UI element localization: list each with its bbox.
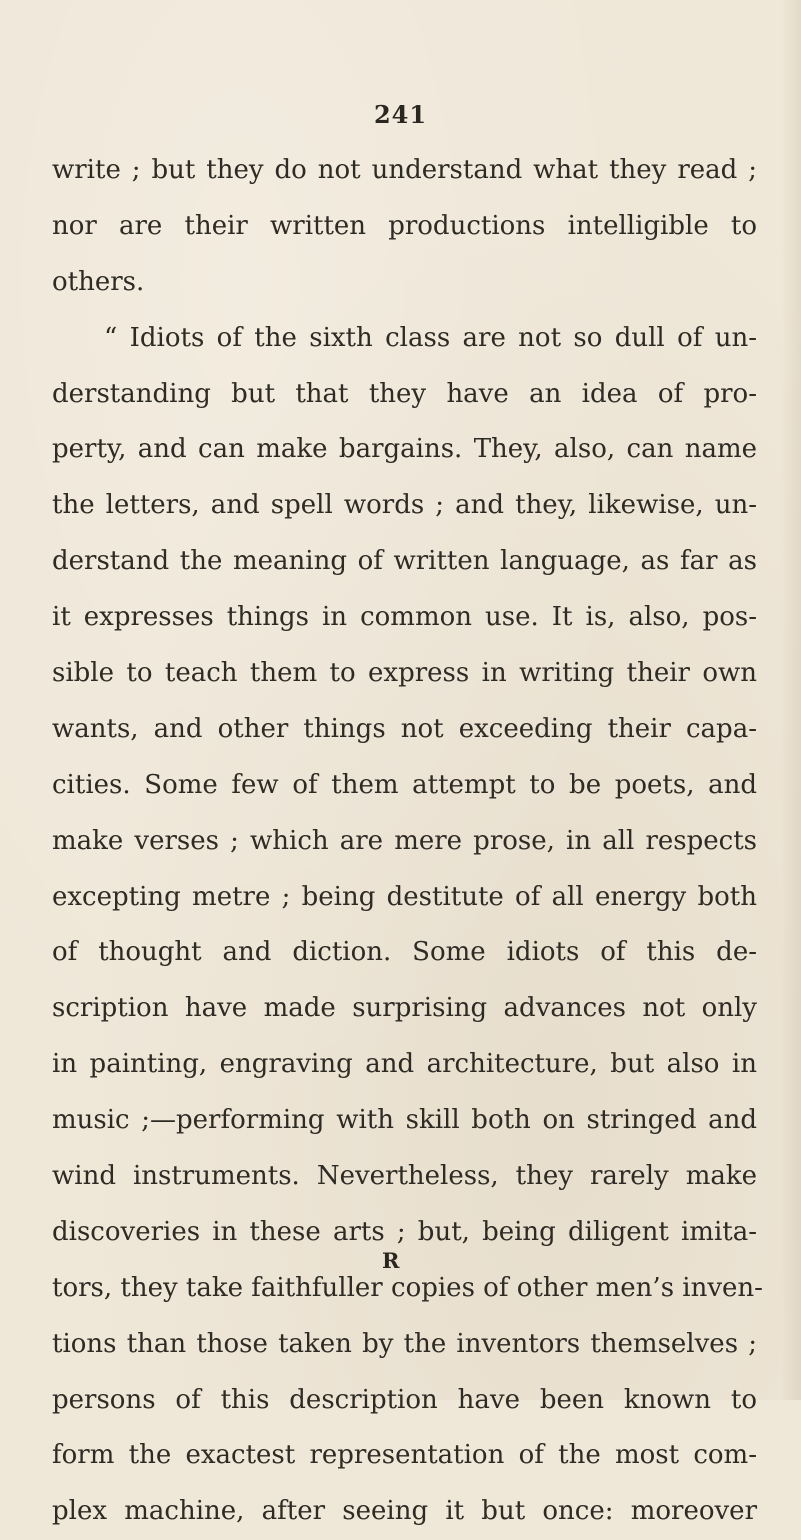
text-line: nor are their written productions intelligible to	[52, 210, 757, 241]
text-line: discoveries in these arts ; but, being diligent imita-	[52, 1216, 757, 1247]
text-line: derstanding but that they have an idea of pro-	[52, 378, 757, 409]
text-line: music ;—performing with skill both on stringed and	[52, 1105, 757, 1136]
text-line: excepting metre ; being destitute of all energy both	[52, 881, 757, 912]
text-line: wants, and other things not exceeding their capa-	[52, 713, 757, 744]
text-line: tors, they take faithfuller copies of other men’s inven-	[52, 1272, 763, 1303]
text-line: cities. Some few of them attempt to be poets, and	[52, 769, 757, 800]
text-line: plex machine, after seeing it but once: moreover	[52, 1496, 757, 1527]
text-line: persons of this description have been known to	[52, 1384, 757, 1415]
text-line: of thought and diction. Some idiots of this de-	[52, 937, 757, 968]
text-line: in painting, engraving and architecture, but also in	[52, 1049, 757, 1080]
signature-mark: R	[382, 1248, 400, 1273]
body-text	[52, 143, 763, 1540]
text-line: it expresses things in common use. It is, also, pos-	[52, 602, 757, 633]
text-line: derstand the meaning of written language, as far as	[52, 546, 757, 577]
text-line: scription have made surprising advances not only	[52, 993, 757, 1024]
text-line: tions than those taken by the inventors themselves ;	[52, 1328, 757, 1359]
text-line: make verses ; which are mere prose, in all respects	[52, 825, 757, 856]
text-line: write ; but they do not understand what they read ;	[52, 155, 757, 185]
text-line: form the exactest representation of the most com-	[52, 1440, 757, 1471]
paragraph-start-line: “ Idiots of the sixth class are not so dull of un-	[104, 322, 757, 353]
text-line: the letters, and spell words ; and they, likewise, un-	[52, 490, 757, 521]
text-line: others.	[52, 266, 145, 297]
text-line: perty, and can make bargains. They, also, can name	[52, 434, 757, 465]
text-line: sible to teach them to express in writing their own	[52, 658, 757, 689]
page-edge-shadow	[781, 0, 801, 1400]
text-line: wind instruments. Nevertheless, they rarely make	[52, 1161, 757, 1192]
page-number: 241	[373, 100, 428, 129]
